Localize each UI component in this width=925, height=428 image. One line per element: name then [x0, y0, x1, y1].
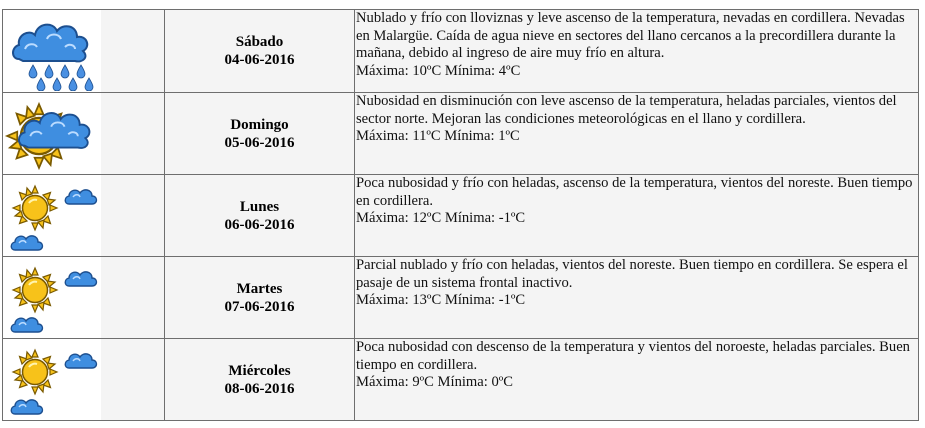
- day-name: Sábado: [235, 34, 284, 50]
- forecast-row: [3, 93, 919, 175]
- sun-behind-cloud-icon: [3, 94, 99, 174]
- forecast-temps: Máxima: 12ºC Mínima: -1ºC: [356, 210, 526, 227]
- day-name: Miércoles: [228, 362, 291, 379]
- spacer-cell: [101, 93, 165, 175]
- spacer-cell: [101, 10, 165, 93]
- spacer-cell: [101, 257, 165, 339]
- spacer-cell: [101, 339, 165, 421]
- sun-small-clouds-icon: [3, 176, 99, 256]
- forecast-row: [3, 257, 919, 339]
- forecast-description: Nubosidad en disminución con leve ascenso de la temperatura, heladas parciales, vientos del sector norte. Mejoran las condiciones meteorológicas en el llano y cordillera.: [356, 93, 897, 127]
- sun-small-clouds-icon: [3, 340, 99, 420]
- spacer-cell: [101, 175, 165, 257]
- description-cell: [355, 10, 919, 93]
- forecast-row: [3, 339, 919, 421]
- weather-icon-cell: [3, 257, 101, 339]
- forecast-description: Nublado y frío con lloviznas y leve ascenso de la temperatura, nevadas en cordillera. Nevadas en Malargüe. Caída de agua nieve en sectores del llano cercanos a la precordillera durante la mañana, debido al ingreso de aire muy frío en altura.: [356, 10, 905, 62]
- description-cell: [355, 257, 919, 339]
- weather-icon-cell: [3, 10, 101, 93]
- description-cell: [355, 93, 919, 175]
- forecast-temps: Máxima: 9ºC Mínima: 0ºC: [356, 374, 514, 391]
- sun-small-clouds-icon: [3, 258, 99, 338]
- day-date: 06-06-2016: [224, 216, 295, 233]
- day-date: 08-06-2016: [224, 380, 295, 397]
- forecast-row: [3, 175, 919, 257]
- day-cell: [165, 93, 355, 175]
- day-date: 05-06-2016: [224, 134, 295, 151]
- forecast-description: Poca nubosidad con descenso de la temperatura y vientos del noroeste, heladas parciales. Buen tiempo en cordillera.: [356, 339, 910, 373]
- day-date: 07-06-2016: [224, 298, 295, 315]
- day-cell: [165, 175, 355, 257]
- forecast-description: Parcial nublado y frío con heladas, vientos del noreste. Buen tiempo en cordillera. Se espera el pasaje de un sistema frontal inactivo.: [356, 257, 908, 291]
- rain-cloud-icon: [3, 11, 99, 91]
- forecast-temps: Máxima: 11ºC Mínima: 1ºC: [356, 128, 520, 145]
- description-cell: [355, 175, 919, 257]
- day-cell: [165, 339, 355, 421]
- forecast-description: Poca nubosidad y frío con heladas, ascenso de la temperatura, vientos del noreste. Buen tiempo en cordillera.: [356, 175, 913, 209]
- forecast-temps: Máxima: 10ºC Mínima: 4ºC: [356, 62, 521, 79]
- day-cell: [165, 257, 355, 339]
- description-cell: [355, 339, 919, 421]
- day-cell: [165, 10, 355, 93]
- day-name: Domingo: [230, 116, 289, 133]
- day-name: Lunes: [239, 198, 280, 215]
- day-name: Martes: [236, 280, 283, 297]
- weather-icon-cell: [3, 339, 101, 421]
- weather-icon-cell: [3, 93, 101, 175]
- forecast-row: [3, 10, 919, 93]
- forecast-table: [2, 9, 919, 421]
- weather-icon-cell: [3, 175, 101, 257]
- forecast-temps: Máxima: 13ºC Mínima: -1ºC: [356, 292, 526, 309]
- day-date: 04-06-2016: [224, 52, 295, 68]
